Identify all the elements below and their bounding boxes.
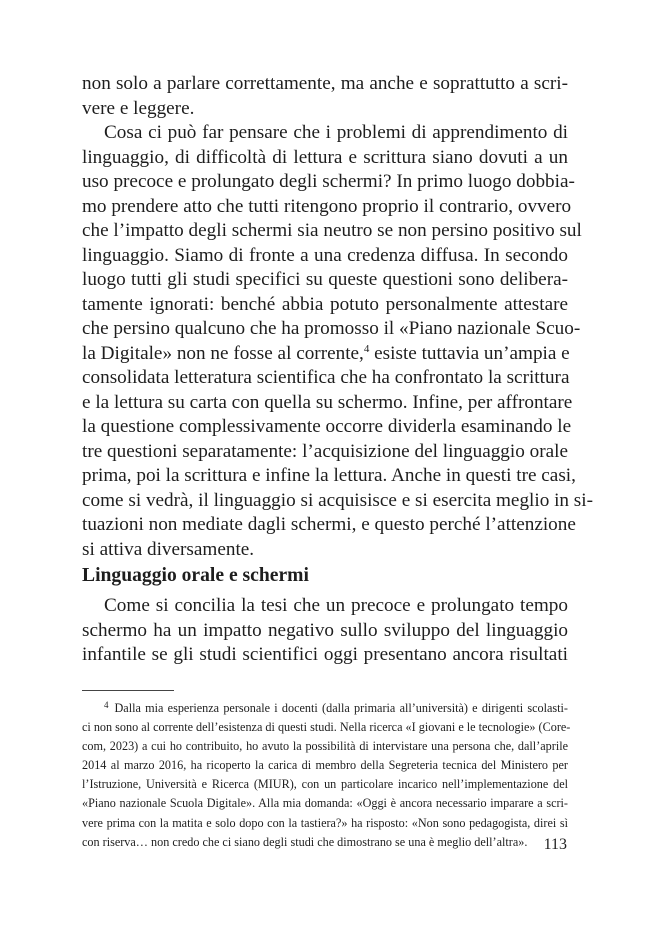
text-line — [82, 219, 582, 244]
text-line-content: si attiva diversamente. — [82, 538, 255, 560]
text-line — [82, 342, 568, 367]
text-line — [82, 293, 568, 318]
text-line-content: schermo ha un impatto negativo sullo sviluppo del linguaggio — [82, 619, 568, 641]
text-line — [82, 195, 572, 220]
text-line-content: mo prendere atto che tutti ritengono proprio il contrario, ovvero — [82, 195, 572, 217]
body-text-top — [82, 72, 593, 562]
text-line — [82, 643, 568, 668]
text-line — [82, 146, 568, 171]
text-line — [82, 538, 568, 563]
text-line-content: la Digitale» non ne fosse al corrente, — [82, 342, 364, 364]
text-line-content: luogo tutti gli studi specifici su queste questioni sono delibera- — [82, 269, 568, 290]
text-line-content: linguaggio. Siamo di fronte a una credenza diffusa. In secondo — [82, 244, 568, 266]
text-line — [82, 415, 572, 440]
text-line — [82, 244, 568, 269]
text-line-continuation: esiste tuttavia un’ampia e — [369, 342, 570, 364]
text-line — [82, 464, 576, 489]
text-line-content: e la lettura su carta con quella su schermo. Infine, per affrontare — [82, 391, 573, 413]
body-text-bottom — [82, 594, 568, 668]
text-line-content: come si vedrà, il linguaggio si acquisisce e si esercita meglio in si- — [82, 489, 593, 511]
text-line-content: vere e leggere. — [82, 97, 195, 119]
text-line-content: infantile se gli studi scientifici oggi presentano ancora risultati — [82, 644, 568, 665]
text-line-content: uso precoce e prolungato degli schermi? In primo luogo dobbia- — [82, 171, 575, 192]
text-line — [82, 366, 568, 391]
text-line — [82, 97, 568, 122]
text-line-content: linguaggio, di difficoltà di lettura e scrittura siano dovuti a un — [82, 146, 568, 168]
footnote-line-content: vere prima con la matita e solo dopo con la tastiera?» ha risposto: «Non sono pedagogista, direi sì — [82, 815, 568, 830]
text-line-content: tamente ignorati: benché abbia potuto personalmente attestare — [82, 293, 568, 315]
footnote-line — [82, 833, 568, 852]
footnote-line-content: l’Istruzione, Università e Ricerca (MIUR), con un particolare incarico nell’implementazione del — [82, 777, 568, 792]
footnote-marker: 4 — [104, 700, 109, 710]
text-line-content: tuazioni non mediate dagli schermi, e questo perché l’attenzione — [82, 514, 576, 535]
text-line — [82, 489, 593, 514]
footnote-reference[interactable]: 4 — [363, 342, 370, 355]
text-line-content: tre questioni separatamente: l’acquisizione del linguaggio orale — [82, 440, 568, 462]
text-line — [82, 391, 573, 416]
text-line — [82, 619, 568, 644]
text-line-content: Cosa ci può far pensare che i problemi di apprendimento di — [104, 122, 568, 143]
footnote-line — [82, 696, 568, 718]
footnote-line — [82, 814, 568, 833]
text-line-content: consolidata letteratura scientifica che ha confrontato la scrittura — [82, 367, 570, 388]
text-line-content: che persino qualcuno che ha promosso il «Piano nazionale Scuo- — [82, 318, 581, 339]
text-line — [82, 317, 581, 342]
footnote-line — [82, 756, 568, 775]
text-line — [82, 513, 576, 538]
footnote-line-content: ci non sono al corrente dell’esistenza di questi studi. Nella ricerca «I giovani e le tecnologie» (Core- — [82, 720, 571, 735]
text-line — [82, 268, 568, 293]
footnote-line — [82, 775, 568, 794]
text-line-content: la questione complessivamente occorre dividerla esaminando le — [82, 416, 572, 437]
text-line-content: che l’impatto degli schermi sia neutro se non persino positivo sul — [82, 220, 582, 241]
section-heading: Linguaggio orale e schermi — [82, 565, 309, 586]
text-line — [82, 594, 568, 619]
text-line-content: non solo a parlare correttamente, ma anche e soprattutto a scri- — [82, 73, 568, 94]
footnote-line — [82, 718, 571, 737]
text-line-content: Come si concilia la tesi che un precoce e prolungato tempo — [104, 595, 568, 616]
footnote-line-content: 2014 al marzo 2016, ha ricoperto la carica di membro della Segreteria tecnica del Ministero per — [82, 758, 568, 773]
text-line — [82, 121, 568, 146]
footnote-separator — [82, 690, 174, 691]
text-line — [82, 72, 568, 97]
footnote-line-content: Dalla mia esperienza personale i docenti (dalla primaria all’università) e dirigenti scolasti- — [114, 701, 568, 715]
footnote-line-content: «Piano nazionale Scuola Digitale». Alla mia domanda: «Oggi è ancora necessario imparare a scri- — [82, 796, 568, 811]
footnote-line — [82, 737, 568, 756]
text-line — [82, 170, 575, 195]
page-number: 113 — [543, 836, 567, 853]
text-line — [82, 440, 568, 465]
footnote-block — [82, 696, 571, 852]
text-line-content: prima, poi la scrittura e infine la lettura. Anche in questi tre casi, — [82, 465, 576, 486]
footnote-line-content: con riserva… non credo che ci siano degli studi che dimostrano se una è meglio dell’altra». — [82, 834, 528, 849]
footnote-line-content: com, 2023) a cui ho contribuito, ho avuto la possibilità di intervistare una persona che, dall’aprile — [82, 739, 568, 754]
footnote-line — [82, 794, 568, 813]
